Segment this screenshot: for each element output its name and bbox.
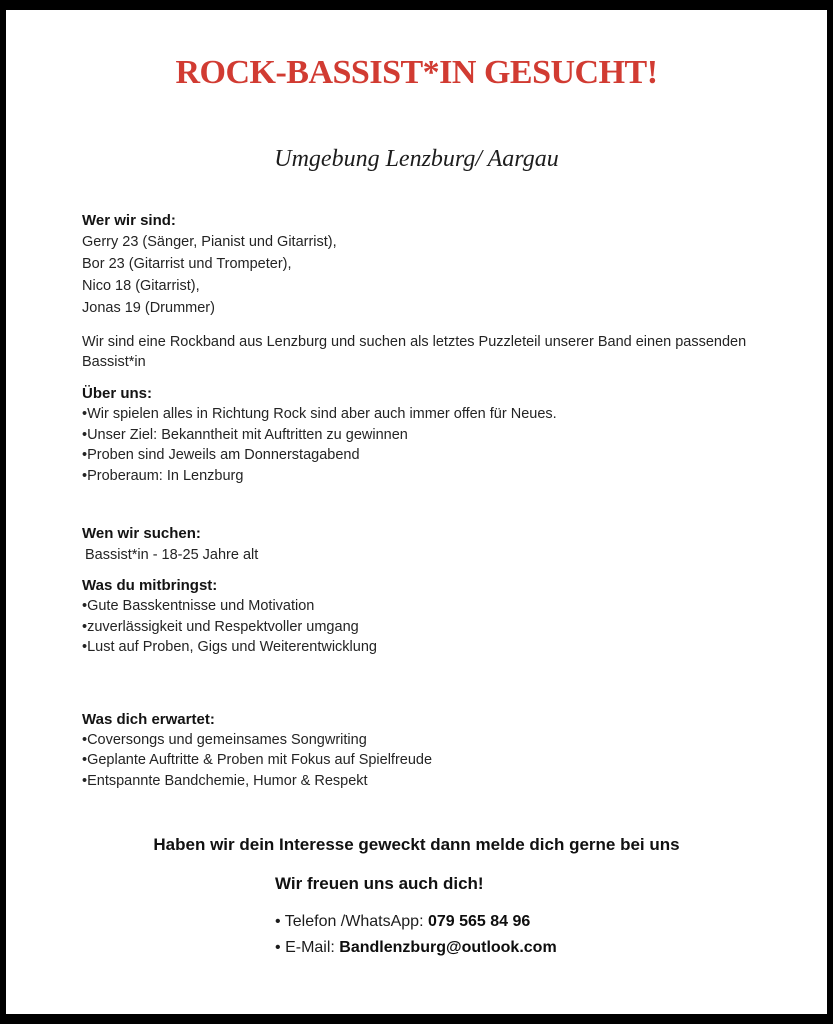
flyer-subtitle: Umgebung Lenzburg/ Aargau (274, 146, 559, 172)
section-heading: Was du mitbringst: (82, 577, 218, 594)
member-line: Nico 18 (Gitarrist), (82, 278, 200, 294)
bullet-item: • Entspannte Bandchemie, Humor & Respekt (82, 771, 787, 792)
section-heading: Über uns: (82, 385, 153, 402)
contact-email (275, 935, 807, 961)
section-wen-wir-suchen (82, 524, 787, 566)
bullet-item: • Coversongs und gemeinsames Songwriting (82, 730, 787, 751)
email-address: Bandlenzburg@outlook.com (339, 939, 557, 956)
section-was-du-mitbringst (82, 576, 787, 658)
section-heading: Was dich erwartet: (82, 710, 215, 728)
flyer-body (82, 211, 787, 791)
phone-label: Telefon /WhatsApp: (284, 913, 424, 930)
cta-line: Haben wir dein Interesse geweckt dann melde dich gerne bei uns (153, 835, 680, 854)
bullet-item: • Lust auf Proben, Gigs und Weiterentwicklung (82, 637, 787, 658)
section-wer-wir-sind (82, 211, 787, 372)
closing-line: Wir freuen uns auch dich! (275, 874, 484, 893)
band-intro-paragraph: Wir sind eine Rockband aus Lenzburg und suchen als letztes Puzzleteil unserer Band einen passenden Bassist*in (82, 334, 747, 370)
bullet-item: • Geplante Auftritte & Proben mit Fokus auf Spielfreude (82, 750, 787, 771)
email-label: E-Mail: (285, 939, 335, 956)
member-line: Jonas 19 (Drummer) (82, 300, 215, 316)
flyer-title: ROCK-BASSIST*IN GESUCHT! (175, 54, 658, 91)
member-line: Gerry 23 (Sänger, Pianist und Gitarrist), (82, 234, 337, 250)
footer-contact-block (275, 874, 807, 961)
bullet-item: • Gute Basskentnisse und Motivation (82, 596, 787, 617)
bullet-item: • Proben sind Jeweils am Donnerstagabend (82, 445, 787, 466)
bullet-item: • Wir spielen alles in Richtung Rock sind aber auch immer offen für Neues. (82, 404, 787, 425)
section-heading: Wen wir suchen: (82, 525, 201, 542)
bullet-item: • zuverlässigkeit und Respektvoller umgang (82, 617, 787, 638)
contact-list (275, 909, 807, 961)
bullet-item: • Unser Ziel: Bekanntheit mit Auftritten zu gewinnen (82, 425, 787, 446)
section-was-dich-erwartet (82, 710, 787, 792)
section-heading: Wer wir sind: (82, 212, 176, 229)
flyer-page (6, 10, 827, 1014)
section-ueber-uns (82, 384, 787, 486)
wanted-line: Bassist*in - 18-25 Jahre alt (85, 547, 259, 563)
member-line: Bor 23 (Gitarrist und Trompeter), (82, 256, 292, 272)
bullet-item: • Proberaum: In Lenzburg (82, 466, 787, 487)
contact-phone (275, 909, 807, 935)
phone-number: 079 565 84 96 (427, 913, 531, 930)
